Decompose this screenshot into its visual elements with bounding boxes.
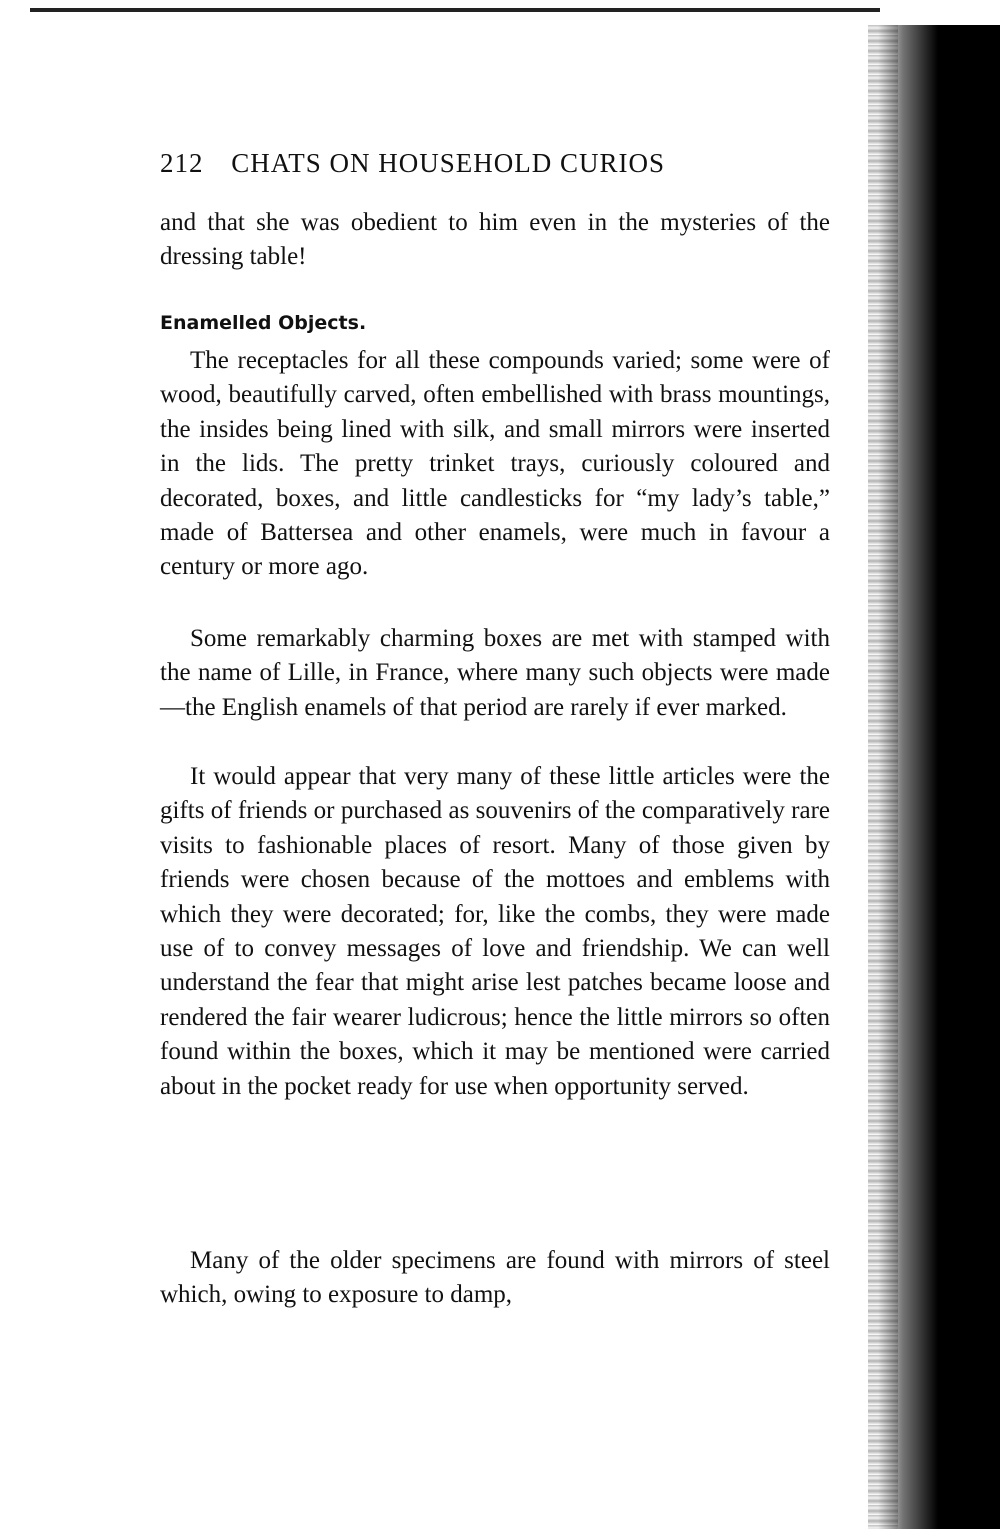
paragraph-text: Many of the older specimens are found with mirrors of steel which, owing to exposure to damp, <box>160 1247 830 1309</box>
intro-paragraph <box>160 206 830 275</box>
paragraph-3 <box>160 760 830 1104</box>
paragraph-text: Some remarkably charming boxes are met with stamped with the name of Lille, in France, where many such objects were made—the English enamels of that period are rarely if ever marked. <box>160 625 830 721</box>
paragraph-text: and that she was obedient to him even in the mysteries of the dressing table! <box>160 209 830 271</box>
paragraph-2 <box>160 622 830 725</box>
paragraph-4 <box>160 1244 830 1313</box>
running-header <box>160 148 850 188</box>
paragraph-1 <box>160 344 830 585</box>
section-heading: Enamelled Objects. <box>160 312 367 334</box>
paragraph-text: The receptacles for all these compounds varied; some were of wood, beautifully carved, often embellished with brass mountings, the insides being lined with silk, and small mirrors were inserted in the lids. The pretty trinket trays, curiously coloured and decorated, boxes, and little candlesticks for “my lady’s table,” made of Battersea and other enamels, were much in favour a century or more ago. <box>160 347 830 581</box>
paragraph-text: It would appear that very many of these little articles were the gifts of friends or purchased as souvenirs of the comparatively rare visits to fashionable places of resort. Many of those given by friends were chosen because of the mottoes and emblems with which they were decorated; for, like the combs, they were made use of to convey messages of love and friendship. We can well understand the fear that might arise lest patches became loose and rendered the fair wearer ludicrous; hence the little mirrors so often found within the boxes, which it may be mentioned were carried about in the pocket ready for use when opportunity served. <box>160 763 830 1100</box>
page-number: 212 <box>160 148 204 178</box>
book-spine-shadow <box>878 25 1000 1529</box>
running-title: CHATS ON HOUSEHOLD CURIOS <box>231 148 666 178</box>
top-rule <box>30 8 880 12</box>
